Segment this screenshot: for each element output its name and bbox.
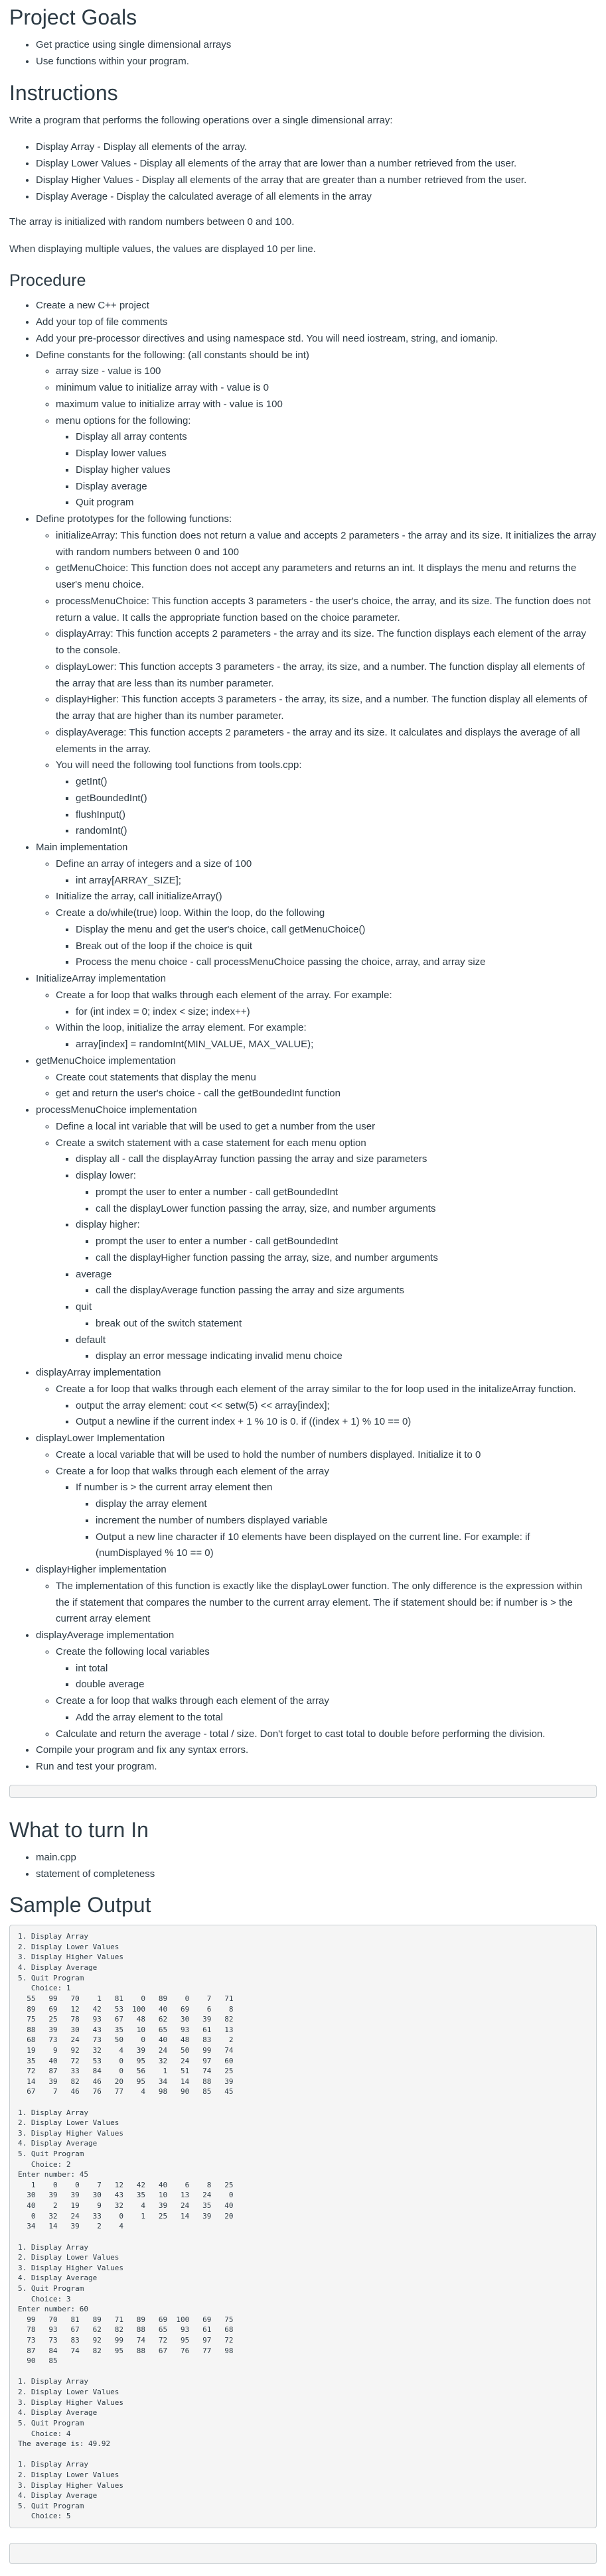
item-text: processMenuChoice implementation [36,1104,197,1116]
list-item: • main.cpp [36,1850,597,1866]
list-item: ▪ Process the menu choice - call processMenuChoice passing the choice, array, and array size [76,954,597,971]
list-item: ◦ displayAverage: This function accepts 2 parameters - the array and its size. It calculates and displays the average of all elements in the array. [56,725,597,758]
list-item: ▪ display all - call the displayArray function passing the array and size parameters [76,1151,597,1168]
instructions-intro: Write a program that performs the following operations over a single dimensional array: [9,114,393,126]
sub-list [76,1348,597,1365]
item-text: Create a for loop that walks through each element of the array. For example: [56,989,392,1001]
list-item: • Run and test your program. [36,1759,597,1775]
list-item [56,1020,597,1053]
array-range-note: The array is initialized with random numbers between 0 and 100. [9,216,295,228]
item-text: displayLower Implementation [36,1433,165,1444]
list-item [56,1135,597,1366]
list-item [56,757,597,840]
list-item: ▪ prompt the user to enter a number - call getBoundedInt [96,1185,597,1201]
sub-list [76,1234,597,1267]
sub-list [76,1496,597,1562]
sub-list [36,1578,597,1628]
list-item: ▪ double average [76,1677,597,1693]
list-item: ▪ break out of the switch statement [96,1316,597,1332]
sub-list [36,856,597,971]
item-text: Define constants for the following: (all constants should be int) [36,349,309,361]
list-item: ◦ Define a local int variable that will be used to get a number from the user [56,1119,597,1135]
list-item: ▪ Output a newline if the current index + 1 % 10 is 0. if ((index + 1) % 10 == 0) [76,1414,597,1431]
item-text: Create a for loop that walks through each element of the array [56,1465,329,1477]
list-item: ◦ get and return the user's choice - call the getBoundedInt function [56,1086,597,1102]
sub-list [36,1070,597,1103]
item-text: display higher: [76,1219,140,1231]
item-text: menu options for the following: [56,415,191,426]
list-item: ▪ call the displayAverage function passing the array and size arguments [96,1283,597,1299]
item-text: Within the loop, initialize the array element. For example: [56,1022,307,1034]
procedure-heading: Procedure [9,271,86,290]
list-item: ▪ flushInput() [76,807,597,824]
list-item: ▪ randomInt() [76,823,597,840]
item-text: Create a do/while(true) loop. Within the loop, do the following [56,907,325,919]
list-item [36,1431,597,1562]
list-item [56,905,597,971]
item-text: You will need the following tool functions from tools.cpp: [56,759,302,771]
empty-code-block [9,1785,597,1798]
list-item: ◦ Create cout statements that display the menu [56,1070,597,1086]
list-item: ◦ initializeArray: This function does not return a value and accepts 2 parameters - the array and its size. It initializes the array with random numbers between 0 and 100 [56,528,597,561]
list-item [36,971,597,1053]
project-goals-heading: Project Goals [9,5,137,29]
item-text: InitializeArray implementation [36,973,166,984]
sub-list [76,1185,597,1218]
item-text: Define prototypes for the following functions: [36,513,232,525]
turn-in-list [9,1850,597,1883]
list-item [36,1053,597,1102]
list-item: ◦ Initialize the array, call initializeArray() [56,889,597,905]
sub-list [56,1004,597,1021]
list-item: ◦ Create a local variable that will be used to hold the number of numbers displayed. Initialize it to 0 [56,1447,597,1464]
list-item: ▪ Display average [76,479,597,495]
list-item: ◦ displayHigher: This function accepts 3 parameters - the array, its size, and a number. The function display all elements of the array that are higher than its number parameter. [56,692,597,725]
list-item [76,1217,597,1266]
item-text: If number is > the current array element then [76,1482,273,1494]
list-item [56,1382,597,1431]
list-item: • Add your top of file comments [36,314,597,331]
sub-list [76,1283,597,1299]
list-item: ▪ display the array element [96,1496,597,1513]
list-item: • Display Array - Display all elements of the array. [36,139,597,156]
list-item: ◦ getMenuChoice: This function does not accept any parameters and returns an int. It displays the menu and returns the user's menu choice. [56,560,597,594]
item-text: Define an array of integers and a size of 100 [56,858,252,869]
list-item: ▪ Add the array element to the total [76,1710,597,1726]
list-item: ◦ displayLower: This function accepts 3 parameters - the array, its size, and a number. The function display all elements of the array that are less than its number parameter. [56,659,597,692]
list-item: ▪ prompt the user to enter a number - call getBoundedInt [96,1234,597,1250]
list-item: ▪ display an error message indicating invalid menu choice [96,1348,597,1365]
item-text: average [76,1268,112,1280]
list-item: ▪ getBoundedInt() [76,791,597,807]
sub-list [76,1316,597,1332]
assignment-page [0,4,606,2576]
sub-list [56,429,597,511]
list-item [36,1365,597,1431]
list-item: • Display Average - Display the calculated average of all elements in the array [36,189,597,206]
list-item: ▪ Break out of the loop if the choice is quit [76,938,597,955]
sub-list [56,922,597,971]
list-item: ▪ int array[ARRAY_SIZE]; [76,873,597,889]
instructions-heading: Instructions [9,80,118,105]
list-item: • Display Higher Values - Display all elements of the array that are greater than a number retrieved from the user. [36,172,597,189]
list-item: ◦ displayArray: This function accepts 2 parameters - the array and its size. The function displays each element of the array to the console. [56,626,597,659]
list-item [36,1102,597,1365]
list-item [36,511,597,840]
list-item: • Create a new C++ project [36,298,597,314]
list-item [56,856,597,889]
list-item: ◦ maximum value to initialize array with - value is 100 [56,397,597,413]
list-item: ▪ Output a new line character if 10 elements have been displayed on the current line. For example: if (numDisplayed % 10 == 0) [96,1529,597,1563]
list-item: ▪ increment the number of numbers displayed variable [96,1513,597,1529]
list-item: • Use functions within your program. [36,54,597,70]
sub-list [56,1151,597,1365]
list-item [76,1168,597,1217]
sub-list [56,1037,597,1053]
list-item: ▪ Display the menu and get the user's choice, call getMenuChoice() [76,922,597,938]
item-text: Create a for loop that walks through each element of the array [56,1695,329,1707]
item-text: quit [76,1301,92,1313]
item-text: Create the following local variables [56,1645,210,1657]
list-item [56,988,597,1021]
sub-list [56,1480,597,1562]
display-note: When displaying multiple values, the values are displayed 10 per line. [9,243,316,255]
list-item: ▪ call the displayHigher function passing the array, size, and number arguments [96,1250,597,1267]
sample-output-heading: Sample Output [9,1893,151,1917]
sub-list [36,1382,597,1431]
item-text: getMenuChoice implementation [36,1055,176,1066]
sub-list [56,774,597,840]
list-item: ◦ The implementation of this function is exactly like the displayLower function. The only difference is the expression within the if statement that compares the number to the current array element. The if statement should be: if number is > the current array element [56,1578,597,1628]
list-item [56,1464,597,1563]
item-text: display lower: [76,1170,136,1181]
list-item: ▪ array[index] = randomInt(MIN_VALUE, MAX_VALUE); [76,1037,597,1053]
list-item: ▪ Display lower values [76,446,597,462]
empty-footer-block [9,2543,597,2564]
list-item: • Compile your program and fix any syntax errors. [36,1742,597,1759]
list-item [36,1562,597,1628]
list-item [36,1628,597,1742]
operations-list [9,139,597,205]
list-item [36,840,597,971]
sub-list [36,988,597,1053]
item-text: Main implementation [36,842,128,853]
project-goals-list [9,37,597,70]
turn-in-heading: What to turn In [9,1817,149,1842]
list-item: ▪ int total [76,1661,597,1677]
list-item: ▪ Display higher values [76,462,597,479]
sub-list [56,1710,597,1726]
list-item: ▪ for (int index = 0; index < size; index++) [76,1004,597,1021]
list-item: ▪ Quit program [76,495,597,511]
list-item: • Add your pre-processor directives and using namespace std. You will need iostream, string, and iomanip. [36,331,597,348]
sub-list [56,873,597,889]
list-item [76,1299,597,1332]
list-item [56,1644,597,1693]
sub-list [36,363,597,511]
list-item: ◦ Calculate and return the average - total / size. Don't forget to cast total to double before performing the division. [56,1726,597,1743]
item-text: Create a switch statement with a case statement for each menu option [56,1137,366,1149]
list-item: ▪ getInt() [76,774,597,791]
list-item: • statement of completeness [36,1866,597,1883]
list-item [36,348,597,512]
sub-list [56,1661,597,1694]
sub-list [36,1644,597,1743]
list-item [56,413,597,512]
sub-list [36,528,597,840]
procedure-list [9,298,597,1775]
list-item: ◦ array size - value is 100 [56,363,597,380]
sub-list [56,1398,597,1431]
list-item [56,1693,597,1726]
sub-list [36,1447,597,1562]
item-text: displayAverage implementation [36,1630,175,1641]
list-item [76,1480,597,1562]
sub-list [36,1119,597,1365]
list-item: ◦ processMenuChoice: This function accepts 3 parameters - the user's choice, the array, and its size. The function does not return a value. It calls the appropriate function based on the choice parameter. [56,594,597,627]
list-item: ▪ Display all array contents [76,429,597,446]
list-item: • Display Lower Values - Display all elements of the array that are lower than a number retrieved from the user. [36,156,597,172]
list-item [76,1332,597,1366]
list-item: ▪ call the displayLower function passing the array, size, and number arguments [96,1201,597,1218]
item-text: displayHigher implementation [36,1564,167,1575]
list-item: • Get practice using single dimensional arrays [36,37,597,54]
item-text: displayArray implementation [36,1367,161,1378]
item-text: default [76,1334,106,1346]
item-text: Create a for loop that walks through each element of the array similar to the for loop used in the initalizeArray function. [56,1383,576,1395]
list-item: ▪ output the array element: cout << setw(5) << array[index]; [76,1398,597,1415]
sample-output-console: 1. Display Array 2. Display Lower Values 3. Display Higher Values 4. Display Average 5. Quit Program Choice: 1 55 99 70 1 81 0 89 0 7 71 89 69 12 42 53 100 40 69 6 8 75 25 78 93 67 48 62 30 39 82 88 39 30 43 35 10 65 93 61 13 68 73 24 73 50 0 40 48 83 2 19 9 92 32 4 39 24 50 99 74 35 40 72 53 0 95 32 24 97 60 72 87 33 84 0 56 1 51 74 25 14 39 82 46 20 95 34 14 88 39 67 7 46 76 77 4 98 90 85 45 1. Display Array 2. Display Lower Values 3. Display Higher Values 4. Display Average 5. Quit Program Choice: 2 Enter number: 45 1 0 0 7 12 42 40 6 8 25 30 39 39 30 43 35 10 13 24 0 40 2 19 9 32 4 39 24 35 40 0 32 24 33 0 1 25 14 39 20 34 14 39 2 4 1. Display Array 2. Display Lower Values 3. Display Higher Values 4. Display Average 5. Quit Program Choice: 3 Enter number: 60 99 70 81 89 71 89 69 100 69 75 78 93 67 62 82 88 65 93 61 68 73 73 83 92 99 74 72 95 97 72 87 84 74 82 95 88 67 76 77 98 90 85 1. Display Array 2. Display Lower Values 3. Display Higher Values 4. Display Average 5. Quit Program Choice: 4 The average is: 49.92 1. Display Array 2. Display Lower Values 3. Display Higher Values 4. Display Average 5. Quit Program Choice: 5 [9,1925,597,2528]
list-item [76,1267,597,1300]
list-item: ◦ minimum value to initialize array with - value is 0 [56,380,597,397]
